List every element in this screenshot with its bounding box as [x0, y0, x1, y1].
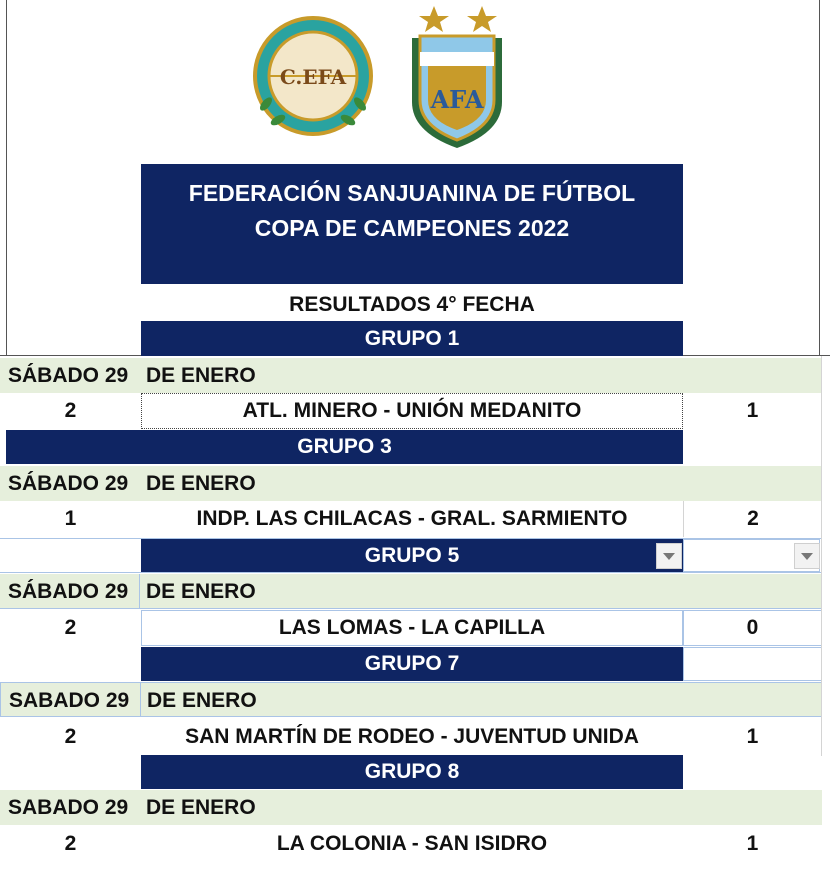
group-header-8: GRUPO 8	[141, 755, 683, 789]
date-rest-1: DE ENERO	[146, 364, 256, 387]
away-score-2: 2	[683, 501, 822, 537]
chevron-down-icon	[801, 553, 813, 560]
match-cell-4[interactable]: SAN MARTÍN DE RODEO - JUVENTUD UNIDA	[185, 725, 639, 748]
date-rest-2: DE ENERO	[146, 472, 256, 495]
match-cell-5[interactable]: LA COLONIA - SAN ISIDRO	[276, 832, 548, 855]
date-rest-3: DE ENERO	[146, 580, 256, 603]
date-row-2	[0, 466, 822, 501]
date-row-4	[0, 682, 822, 717]
frame-left-border	[6, 0, 7, 356]
cefa-logo-text: C.EFA	[279, 65, 347, 89]
date-day-1: SÁBADO 29	[8, 364, 129, 387]
home-score-5: 2	[64, 832, 77, 855]
match-row-1	[0, 393, 822, 429]
match-row-3	[0, 610, 822, 646]
date-day-2: SÁBADO 29	[8, 472, 129, 495]
match-cell-1[interactable]: ATL. MINERO - UNIÓN MEDANITO	[141, 393, 683, 429]
match-cell-3[interactable]: LAS LOMAS - LA CAPILLA	[141, 610, 683, 646]
date-day-5: SABADO 29	[8, 796, 129, 819]
away-score-3: 0	[683, 610, 822, 646]
match-cell-2[interactable]: INDP. LAS CHILACAS - GRAL. SARMIENTO	[196, 507, 628, 530]
cell-divider	[140, 683, 141, 716]
home-score-1: 2	[64, 399, 77, 422]
date-day-4: SABADO 29	[9, 689, 130, 712]
home-score-2: 1	[64, 507, 77, 530]
results-title: RESULTADOS 4° FECHA	[289, 293, 535, 316]
match-row-2	[0, 501, 822, 537]
away-score-4: 1	[746, 725, 759, 748]
match-row-5	[0, 826, 822, 862]
title-box	[141, 164, 683, 284]
home-score-3: 2	[64, 616, 77, 639]
home-score-4: 2	[64, 725, 77, 748]
away-score-5: 1	[746, 832, 759, 855]
cefa-logo	[248, 14, 378, 138]
filter-dropdown-button-1[interactable]	[656, 543, 682, 569]
chevron-down-icon	[663, 553, 675, 560]
date-row-3	[0, 574, 822, 609]
date-rest-4: DE ENERO	[147, 689, 257, 712]
filter-dropdown-button-2[interactable]	[794, 543, 820, 569]
date-row-5	[0, 790, 822, 825]
match-row-4	[0, 719, 822, 755]
group-header-7: GRUPO 7	[141, 647, 683, 681]
group-header-1: GRUPO 1	[141, 321, 683, 356]
date-rest-5: DE ENERO	[146, 796, 256, 819]
frame-right-border	[819, 0, 820, 356]
group-header-5: GRUPO 5	[141, 539, 683, 572]
afa-logo-text: AFA	[430, 85, 484, 114]
date-day-3: SÁBADO 29	[8, 580, 129, 603]
sheet-gridline	[821, 356, 822, 756]
title-line-1: FEDERACIÓN SANJUANINA DE FÚTBOL	[188, 179, 636, 206]
empty-cell	[683, 647, 822, 681]
group-header-3: GRUPO 3	[6, 430, 683, 464]
date-row-1	[0, 358, 822, 393]
cell-divider	[139, 574, 140, 609]
away-score-1: 1	[746, 399, 759, 422]
afa-logo	[398, 2, 516, 152]
title-line-2: COPA DE CAMPEONES 2022	[254, 214, 570, 241]
